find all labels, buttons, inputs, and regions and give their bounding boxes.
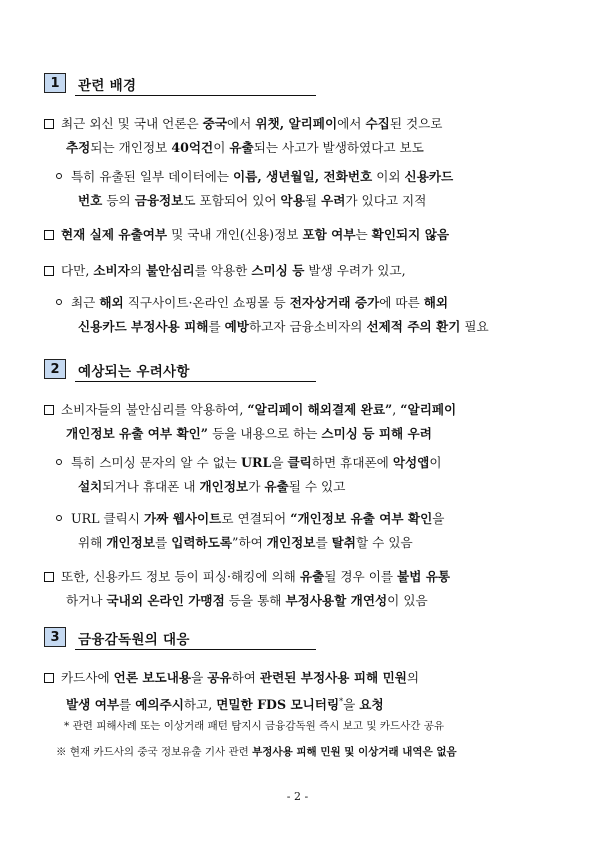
s3-paragraph-1 <box>44 666 419 717</box>
s1-paragraph-4 <box>44 259 406 283</box>
text-line: 하거나 국내외 온라인 가맹점 등을 통해 부정사용할 개연성이 있음 <box>66 593 428 608</box>
circle-bullet-icon <box>56 515 62 521</box>
section-3-heading <box>44 627 316 650</box>
s2-paragraph-2 <box>56 451 442 499</box>
s1-paragraph-3 <box>44 223 449 247</box>
text-line: 설치되거나 휴대폰 내 개인정보가 유출될 수 있고 <box>78 479 346 494</box>
reference-note: ※ 현재 카드사의 중국 정보유출 기사 관련 부정사용 피해 민원 및 이상거래 내역은 없음 <box>56 746 457 758</box>
section-number: 2 <box>44 359 66 379</box>
square-bullet-icon <box>44 266 54 276</box>
s2-paragraph-4 <box>44 565 450 613</box>
section-title: 예상되는 우려사항 <box>78 364 190 380</box>
square-bullet-icon <box>44 673 54 683</box>
section-number: 1 <box>44 73 66 93</box>
section-number: 3 <box>44 627 66 647</box>
square-bullet-icon <box>44 119 54 129</box>
text-line: 번호 등의 금융정보도 포함되어 있어 악용될 우려가 있다고 지적 <box>78 193 427 208</box>
square-bullet-icon <box>44 230 54 240</box>
s1-paragraph-5 <box>56 291 489 339</box>
section-underline <box>75 381 316 382</box>
section-underline <box>75 649 316 650</box>
section-underline <box>75 95 316 96</box>
text-line: URL 클릭시 가짜 웹사이트로 연결되어 “개인정보 유출 여부 확인을 <box>56 507 444 531</box>
text-line: 다만, 소비자의 불안심리를 악용한 스미싱 등 발생 우려가 있고, <box>44 259 406 283</box>
section-title: 관련 배경 <box>78 78 137 94</box>
footnote: * 관련 피해사례 또는 이상거래 패턴 탐지시 금융감독원 즉시 보고 및 카드사간 공유 <box>64 720 445 732</box>
circle-bullet-icon <box>56 173 62 179</box>
page-number: - 2 - <box>286 790 309 803</box>
s2-paragraph-1 <box>44 398 456 446</box>
s1-paragraph-2 <box>56 165 453 213</box>
text-line: 신용카드 부정사용 피해를 예방하고자 금융소비자의 선제적 주의 환기 필요 <box>78 319 489 334</box>
text-line: 특히 스미싱 문자의 알 수 없는 URL을 클릭하면 휴대폰에 악성앱이 <box>56 451 442 475</box>
section-1-heading <box>44 73 316 96</box>
text-line: 개인정보 유출 여부 확인” 등을 내용으로 하는 스미싱 등 피해 우려 <box>66 426 432 441</box>
s2-paragraph-3 <box>56 507 444 555</box>
square-bullet-icon <box>44 572 54 582</box>
text-line: 특히 유출된 일부 데이터에는 이름, 생년월일, 전화번호 이외 신용카드 <box>56 165 453 189</box>
section-title: 금융감독원의 대응 <box>78 632 190 648</box>
text-line: 현재 실제 유출여부 및 국내 개인(신용)정보 포함 여부는 확인되지 않음 <box>44 223 449 247</box>
square-bullet-icon <box>44 405 54 415</box>
text-line: 추정되는 개인정보 40억건이 유출되는 사고가 발생하였다고 보도 <box>66 140 424 155</box>
circle-bullet-icon <box>56 299 62 305</box>
text-line: 소비자들의 불안심리를 악용하여, “알리페이 해외결제 완료”, “알리페이 <box>44 398 456 422</box>
text-line: 최근 외신 및 국내 언론은 중국에서 위챗, 알리페이에서 수집된 것으로 <box>44 112 442 136</box>
circle-bullet-icon <box>56 459 62 465</box>
text-line: 또한, 신용카드 정보 등이 피싱·해킹에 의해 유출될 경우 이를 불법 유통 <box>44 565 450 589</box>
text-line: 최근 해외 직구사이트·온라인 쇼핑몰 등 전자상거래 증가에 따른 해외 <box>56 291 489 315</box>
section-2-heading <box>44 359 316 382</box>
s1-paragraph-1 <box>44 112 442 160</box>
text-line: 위해 개인정보를 입력하도록”하여 개인정보를 탈취할 수 있음 <box>78 535 413 550</box>
text-line: 카드사에 언론 보도내용을 공유하여 관련된 부정사용 피해 민원의 <box>44 666 419 690</box>
text-line: 발생 여부를 예의주시하고, 면밀한 FDS 모니터링*을 요청 <box>66 697 384 712</box>
